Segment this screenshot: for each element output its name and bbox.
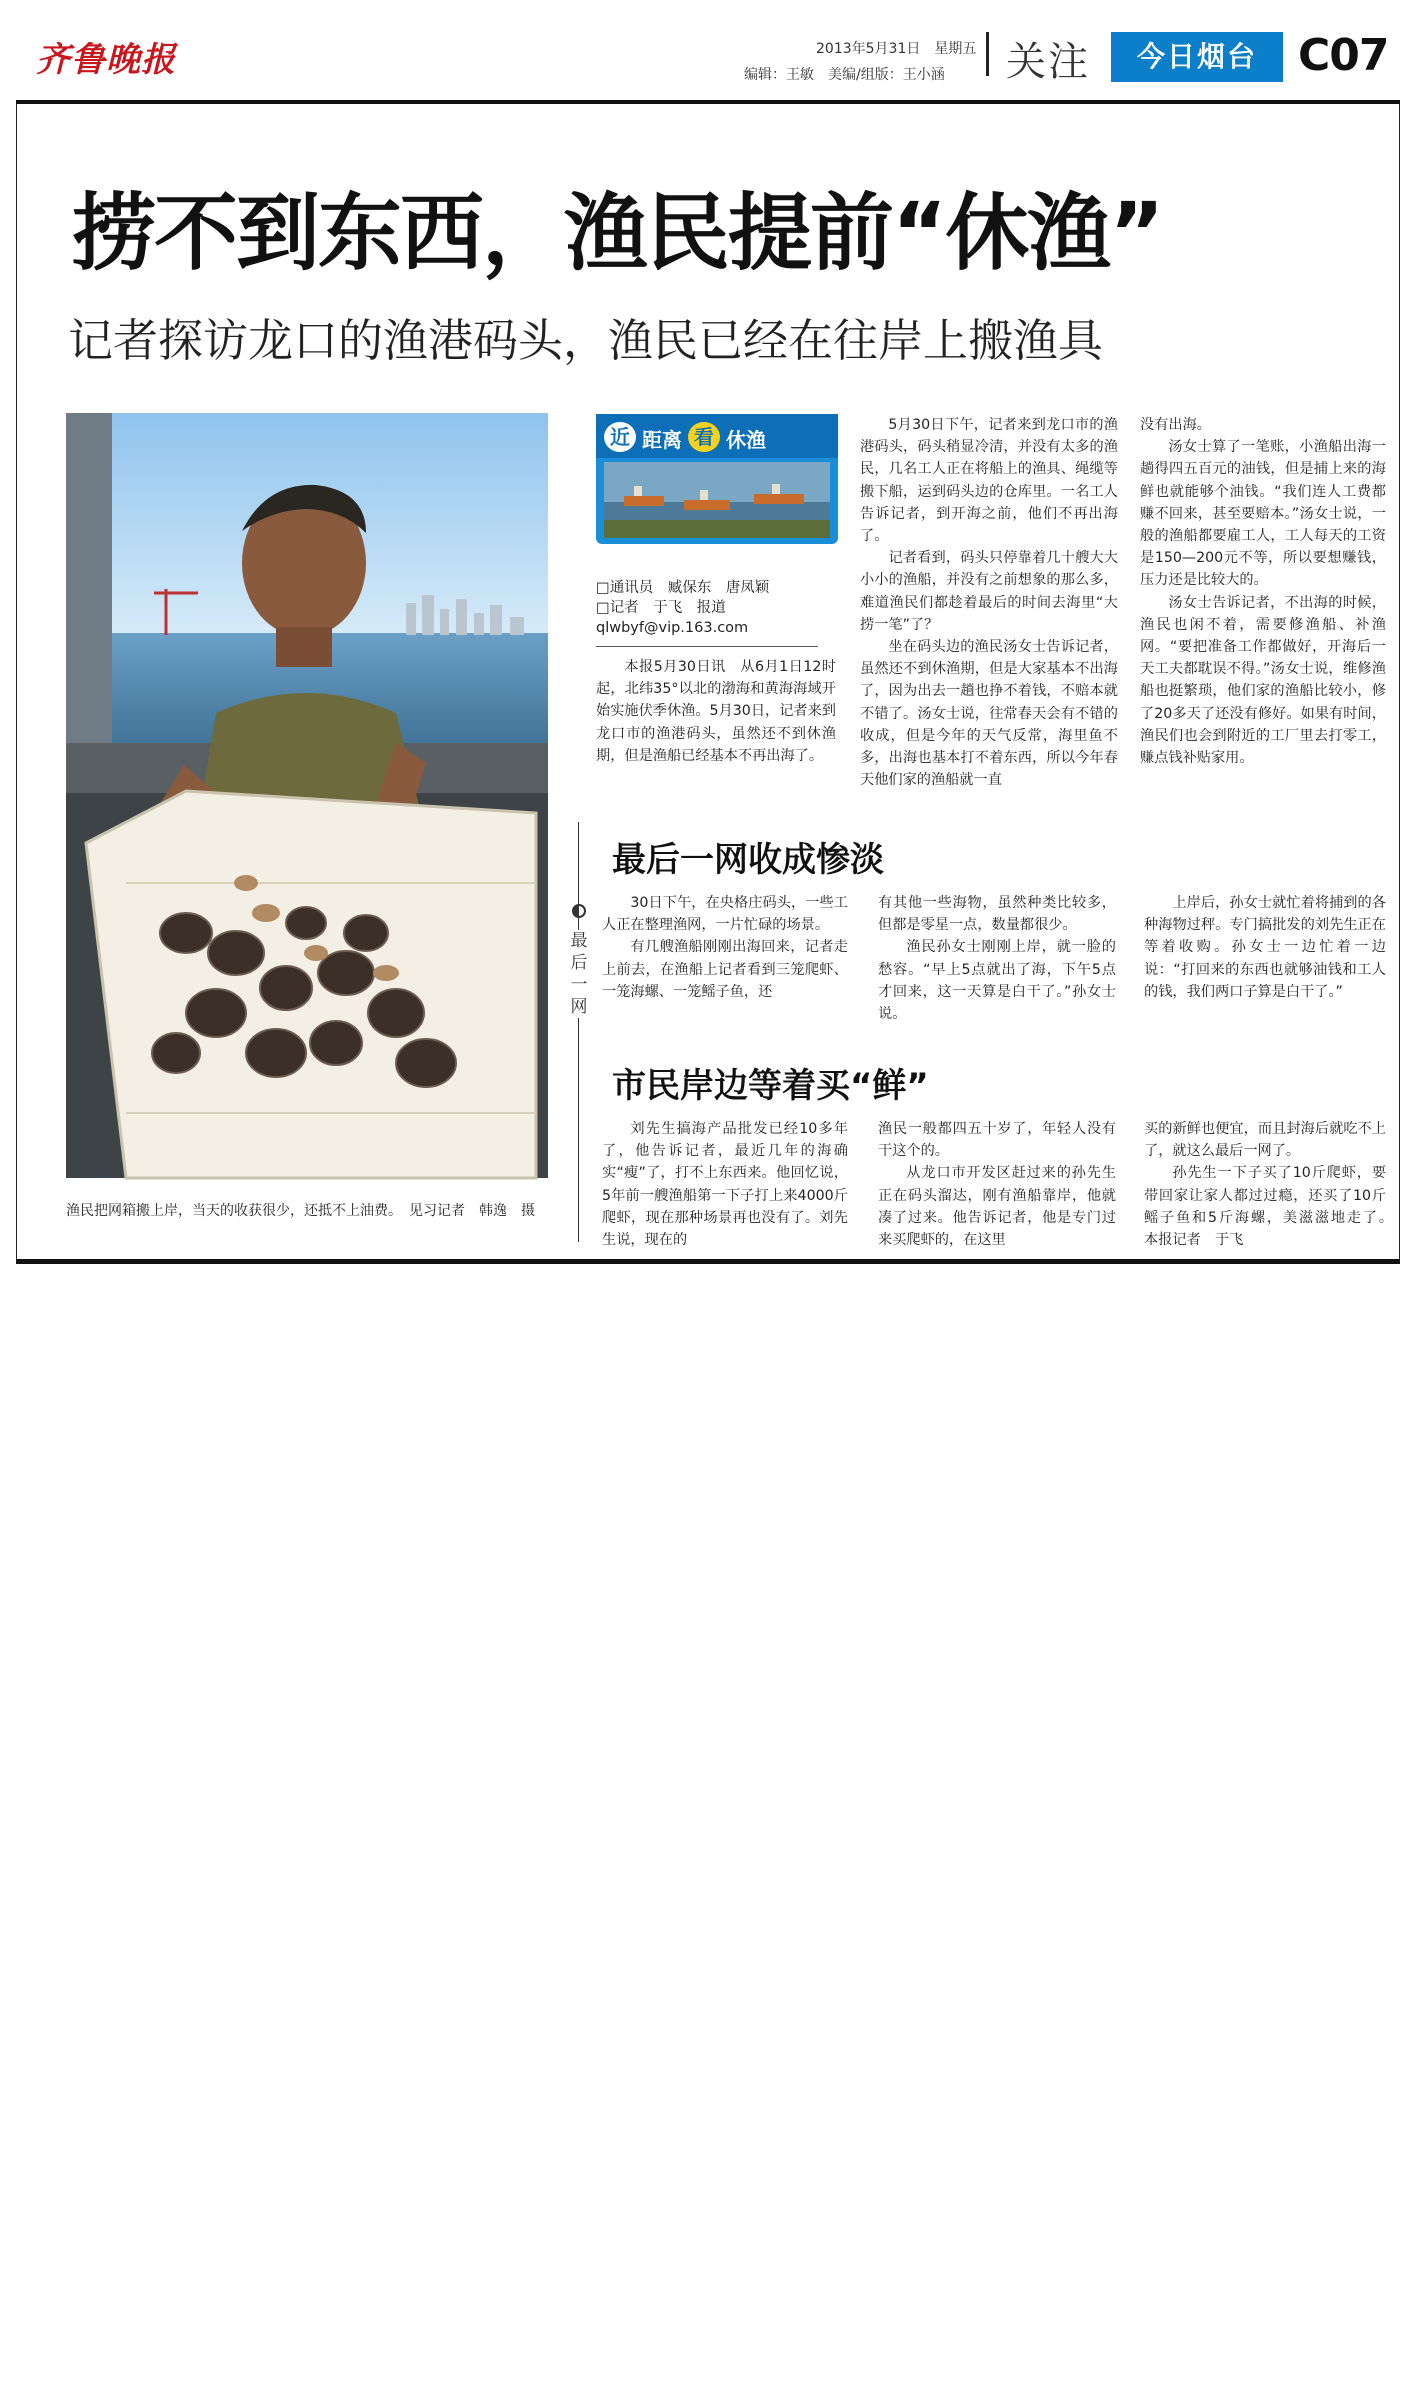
side-label: 最后一网 [570, 931, 588, 1017]
section2-column-2 [878, 1118, 1116, 1249]
badge-chip-near: 近 [604, 422, 636, 452]
paragraph: 渔民孙女士刚刚上岸，就一脸的愁容。“早上5点就出了海，下午5点才回来，这一天算是白干了。”孙女士说。 [878, 939, 1116, 1023]
section1-column-2 [878, 892, 1116, 1062]
photo-caption: 渔民把网箱搬上岸，当天的收获很少，还抵不上油费。 见习记者 韩逸 摄 [66, 1203, 535, 1219]
paragraph: 记者看到，码头只停靠着几十艘大大小小的渔船，并没有之前想象的那么多，难道渔民们都趁着最后的时间去海里“大捞一笔”了？ [860, 550, 1118, 633]
masthead [16, 26, 1400, 102]
section2-column-1 [602, 1118, 848, 1249]
paragraph: 有其他一些海物，虽然种类比较多，但都是零星一点，数量都很少。 [878, 895, 1116, 934]
paragraph: 上岸后，孙女士就忙着将捕到的各种海物过秤。专门搞批发的刘先生正在等着收购。孙女士一边忙着一边说：“打回来的东西也就够油钱和工人的钱，我们两口子算是白干了。” [1144, 895, 1386, 1000]
paragraph: 渔民一般都四五十岁了，年轻人没有干这个的。 [878, 1121, 1116, 1160]
paragraph: 汤女士算了一笔账，小渔船出海一趟得四五百元的油钱，但是捕上来的海鲜也就能够个油钱。“我们连人工费都赚不回来，甚至要赔本。”汤女士说，一般的渔船都要雇工人，工人每天的工资是150—200元不等，所以要想赚钱，压力还是比较大的。 [1140, 439, 1386, 589]
page-number: C07 [1298, 30, 1389, 81]
section-divider [578, 822, 579, 1242]
section1-column-3 [1144, 892, 1386, 1062]
badge-text-fishing-ban: 休渔 [726, 428, 766, 452]
badge-text-distance: 距离 [642, 428, 682, 452]
paragraph: 30日下午，在央格庄码头，一些工人正在整理渔网，一片忙碌的场景。 [602, 895, 848, 934]
headline: 捞不到东西，渔民提前“休渔” [72, 184, 1163, 282]
subheadline: 记者探访龙口的渔港码头，渔民已经在往岸上搬渔具 [68, 314, 1104, 367]
editor-credits: 编辑：王敏 美编/组版：王小涵 [744, 67, 945, 83]
feature-badge [596, 414, 838, 544]
section-tag: 今日烟台 [1111, 32, 1283, 82]
byline-rule [596, 646, 818, 647]
paragraph: 孙先生一下子买了10斤爬虾，要带回家让家人都过过瘾，还买了10斤鳐子鱼和5斤海螺，美滋滋地走了。 本报记者 于飞 [1144, 1165, 1401, 1249]
section-title-last-catch: 最后一网收成惨淡 [612, 840, 884, 880]
paragraph: 有几艘渔船刚刚出海回来，记者走上前去，在渔船上记者看到三笼爬虾、一笼海螺、一笼鳐子鱼，还 [602, 939, 848, 1000]
section2-column-3 [1144, 1118, 1401, 1249]
paragraph: 5月30日下午，记者来到龙口市的渔港码头，码头稍显冷清，并没有太多的渔民，几名工人正在将船上的渔具、绳缆等搬下船，运到码头边的仓库里。一名工人告诉记者，到开海之前，他们不再出海了。 [860, 417, 1118, 545]
newspaper-logo: 齐鲁晚报 [36, 40, 176, 80]
badge-chip-look: 看 [688, 422, 720, 452]
paragraph: 从龙口市开发区赶过来的孙先生正在码头溜达，刚有渔船靠岸，他就凑了过来。他告诉记者，他是专门过来买爬虾的，在这里 [878, 1165, 1116, 1249]
byline [596, 578, 769, 638]
lead-paragraph: 本报5月30日讯 从6月1日12时起，北纬35°以北的渤海和黄海海域开始实施伏季休渔。5月30日，记者来到龙口市的渔港码头，虽然还不到休渔期，但是渔船已经基本不再出海了。 [596, 659, 836, 764]
paragraph: 没有出海。 [1140, 417, 1211, 433]
paragraph: 坐在码头边的渔民汤女士告诉记者，虽然还不到休渔期，但是大家基本不出海了，因为出去一趟也挣不着钱，不赔本就不错了。汤女士说，往常春天会有不错的收成，但是今年的天气反常，海里鱼不多，出海也基本打不着东西，所以今年春天他们家的渔船就一直 [860, 639, 1118, 789]
paragraph: 买的新鲜也便宜，而且封海后就吃不上了，就这么最后一网了。 [1144, 1121, 1386, 1160]
paragraph: 刘先生搞海产品批发已经10多年了，他告诉记者，最近几年的海确实“瘦”了，打不上东西来。他回忆说，5年前一艘渔船第一下子打上来4000斤爬虾，现在那种场景再也没有了。刘先生说，现在的 [602, 1121, 848, 1249]
byline-correspondent: □通讯员 臧保东 唐凤颖 [596, 580, 770, 596]
section-title-buy-fresh: 市民岸边等着买“鲜” [612, 1066, 929, 1106]
section1-column-1 [602, 892, 848, 1062]
issue-date: 2013年5月31日 星期五 [816, 41, 977, 57]
half-circle-icon [572, 904, 586, 918]
harbor-boats-photo [604, 462, 830, 538]
fisherman-with-shellfish-crate-photo [66, 413, 548, 1178]
masthead-divider [986, 32, 989, 76]
upper-column-3 [1140, 414, 1386, 794]
byline-email: qlwbyf@vip.163.com [596, 620, 749, 636]
byline-reporter: □记者 于飞 报道 [596, 600, 726, 616]
paragraph: 汤女士告诉记者，不出海的时候，渔民也闲不着，需要修渔船、补渔网。“要把准备工作都做好，开海后一天工夫都耽误不得。”汤女士说，维修渔船也挺繁琐，他们家的渔船比较小，修了20多天了还没有修好。如果有时间，渔民们也会到附近的工厂里去打零工，赚点钱补贴家用。 [1140, 594, 1386, 767]
section-label: 关注 [1006, 39, 1090, 85]
upper-column-2 [860, 414, 1118, 794]
